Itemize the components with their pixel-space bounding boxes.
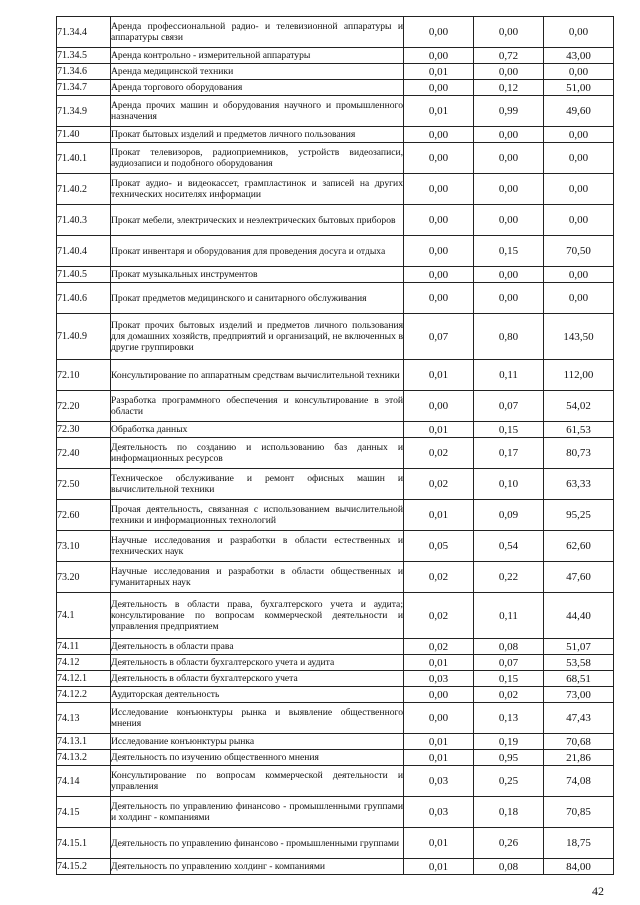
- row-value-2: 0,00: [474, 17, 544, 48]
- row-name: Консультирование по вопросам коммерческой деятельности и управления: [111, 766, 404, 797]
- row-value-1: 0,00: [404, 687, 474, 703]
- row-value-3: 0,00: [544, 127, 614, 143]
- row-value-2: 0,10: [474, 469, 544, 500]
- table-row: [57, 314, 614, 360]
- table-row: [57, 655, 614, 671]
- row-value-1: 0,00: [404, 391, 474, 422]
- row-name: Аренда прочих машин и оборудования научного и промышленного назначения: [111, 96, 404, 127]
- row-value-2: 0,80: [474, 314, 544, 360]
- table-row: [57, 766, 614, 797]
- row-value-2: 0,02: [474, 687, 544, 703]
- row-code: 73.10: [57, 531, 111, 562]
- row-name: Деятельность в области права: [111, 639, 404, 655]
- row-value-1: 0,01: [404, 859, 474, 875]
- row-code: 74.15.2: [57, 859, 111, 875]
- table-row: [57, 48, 614, 64]
- row-code: 71.34.4: [57, 17, 111, 48]
- row-value-3: 84,00: [544, 859, 614, 875]
- row-value-2: 0,08: [474, 639, 544, 655]
- row-value-3: 0,00: [544, 283, 614, 314]
- table-row: [57, 593, 614, 639]
- row-code: 72.20: [57, 391, 111, 422]
- row-code: 71.40.2: [57, 174, 111, 205]
- table-row: [57, 360, 614, 391]
- row-code: 71.34.9: [57, 96, 111, 127]
- table-row: [57, 236, 614, 267]
- row-value-2: 0,26: [474, 828, 544, 859]
- row-value-1: 0,00: [404, 174, 474, 205]
- row-code: 71.40.3: [57, 205, 111, 236]
- row-code: 71.40.4: [57, 236, 111, 267]
- row-value-3: 43,00: [544, 48, 614, 64]
- page-number: 42: [592, 884, 604, 898]
- row-code: 73.20: [57, 562, 111, 593]
- row-code: 74.1: [57, 593, 111, 639]
- row-value-3: 143,50: [544, 314, 614, 360]
- table-row: [57, 469, 614, 500]
- row-name: Аудиторская деятельность: [111, 687, 404, 703]
- row-value-3: 49,60: [544, 96, 614, 127]
- row-value-1: 0,05: [404, 531, 474, 562]
- row-code: 72.10: [57, 360, 111, 391]
- row-code: 74.11: [57, 639, 111, 655]
- row-code: 74.12: [57, 655, 111, 671]
- row-value-3: 80,73: [544, 438, 614, 469]
- row-value-1: 0,01: [404, 750, 474, 766]
- table-row: [57, 64, 614, 80]
- row-name: Прокат инвентаря и оборудования для проведения досуга и отдыха: [111, 236, 404, 267]
- row-value-1: 0,03: [404, 766, 474, 797]
- row-code: 74.13: [57, 703, 111, 734]
- row-value-1: 0,00: [404, 703, 474, 734]
- row-code: 72.60: [57, 500, 111, 531]
- row-value-3: 70,50: [544, 236, 614, 267]
- row-value-3: 0,00: [544, 64, 614, 80]
- row-value-1: 0,07: [404, 314, 474, 360]
- row-value-1: 0,00: [404, 48, 474, 64]
- table-row: [57, 267, 614, 283]
- row-value-1: 0,01: [404, 655, 474, 671]
- table-row: [57, 639, 614, 655]
- row-name: Техническое обслуживание и ремонт офисных машин и вычислительной техники: [111, 469, 404, 500]
- row-value-3: 70,68: [544, 734, 614, 750]
- row-value-2: 0,00: [474, 64, 544, 80]
- row-value-1: 0,00: [404, 17, 474, 48]
- row-name: Деятельность по управлению финансово - промышленными группами: [111, 828, 404, 859]
- row-value-2: 0,00: [474, 174, 544, 205]
- row-code: 71.40.9: [57, 314, 111, 360]
- row-value-2: 0,95: [474, 750, 544, 766]
- table-row: [57, 205, 614, 236]
- row-code: 74.14: [57, 766, 111, 797]
- row-value-3: 61,53: [544, 422, 614, 438]
- row-value-1: 0,01: [404, 500, 474, 531]
- table-row: [57, 828, 614, 859]
- row-value-3: 51,00: [544, 80, 614, 96]
- row-name: Деятельность в области права, бухгалтерского учета и аудита; консультирование по вопросам коммерческой деятельности и управления предприятием: [111, 593, 404, 639]
- row-value-2: 0,07: [474, 391, 544, 422]
- row-code: 74.13.2: [57, 750, 111, 766]
- table-row: [57, 391, 614, 422]
- table-row: [57, 703, 614, 734]
- row-value-2: 0,09: [474, 500, 544, 531]
- row-value-3: 0,00: [544, 17, 614, 48]
- row-value-1: 0,00: [404, 283, 474, 314]
- row-code: 71.34.5: [57, 48, 111, 64]
- row-code: 74.15: [57, 797, 111, 828]
- row-value-2: 0,11: [474, 593, 544, 639]
- row-value-1: 0,02: [404, 562, 474, 593]
- table-row: [57, 500, 614, 531]
- row-value-2: 0,54: [474, 531, 544, 562]
- row-value-3: 51,07: [544, 639, 614, 655]
- row-code: 71.34.6: [57, 64, 111, 80]
- row-value-3: 44,40: [544, 593, 614, 639]
- row-value-2: 0,08: [474, 859, 544, 875]
- row-value-1: 0,00: [404, 143, 474, 174]
- row-value-2: 0,00: [474, 143, 544, 174]
- row-name: Деятельность в области бухгалтерского учета: [111, 671, 404, 687]
- row-name: Научные исследования и разработки в области естественных и технических наук: [111, 531, 404, 562]
- row-code: 74.13.1: [57, 734, 111, 750]
- row-value-1: 0,01: [404, 422, 474, 438]
- table-row: [57, 859, 614, 875]
- data-table: [56, 16, 614, 875]
- table-row: [57, 797, 614, 828]
- row-name: Деятельность по управлению холдинг - компаниями: [111, 859, 404, 875]
- row-code: 71.34.7: [57, 80, 111, 96]
- row-code: 71.40.1: [57, 143, 111, 174]
- row-name: Прокат предметов медицинского и санитарного обслуживания: [111, 283, 404, 314]
- row-value-3: 62,60: [544, 531, 614, 562]
- row-value-3: 74,08: [544, 766, 614, 797]
- row-code: 74.12.2: [57, 687, 111, 703]
- row-value-2: 0,12: [474, 80, 544, 96]
- row-code: 72.50: [57, 469, 111, 500]
- row-value-3: 21,86: [544, 750, 614, 766]
- row-value-3: 47,43: [544, 703, 614, 734]
- row-value-3: 0,00: [544, 143, 614, 174]
- row-value-2: 0,07: [474, 655, 544, 671]
- row-name: Аренда профессиональной радио- и телевизионной аппаратуры и аппаратуры связи: [111, 17, 404, 48]
- row-code: 72.30: [57, 422, 111, 438]
- row-name: Научные исследования и разработки в области общественных и гуманитарных наук: [111, 562, 404, 593]
- table-row: [57, 174, 614, 205]
- row-code: 71.40.5: [57, 267, 111, 283]
- row-name: Прокат телевизоров, радиоприемников, устройств видеозаписи, аудиозаписи и подобного оборудования: [111, 143, 404, 174]
- row-value-3: 54,02: [544, 391, 614, 422]
- table-row: [57, 96, 614, 127]
- row-value-3: 95,25: [544, 500, 614, 531]
- table-row: [57, 687, 614, 703]
- table-row: [57, 143, 614, 174]
- row-name: Прокат аудио- и видеокассет, грампластинок и записей на других технических носителях информации: [111, 174, 404, 205]
- row-name: Прокат мебели, электрических и неэлектрических бытовых приборов: [111, 205, 404, 236]
- row-code: 71.40: [57, 127, 111, 143]
- row-value-3: 0,00: [544, 205, 614, 236]
- row-name: Деятельность по изучению общественного мнения: [111, 750, 404, 766]
- row-value-3: 70,85: [544, 797, 614, 828]
- table-body: [57, 17, 614, 875]
- row-value-1: 0,02: [404, 639, 474, 655]
- row-value-2: 0,15: [474, 422, 544, 438]
- table-row: [57, 438, 614, 469]
- row-value-2: 0,18: [474, 797, 544, 828]
- row-code: 74.12.1: [57, 671, 111, 687]
- row-value-3: 18,75: [544, 828, 614, 859]
- row-name: Прокат музыкальных инструментов: [111, 267, 404, 283]
- row-value-2: 0,72: [474, 48, 544, 64]
- row-value-1: 0,00: [404, 267, 474, 283]
- row-name: Деятельность в области бухгалтерского учета и аудита: [111, 655, 404, 671]
- row-value-1: 0,01: [404, 96, 474, 127]
- row-value-3: 73,00: [544, 687, 614, 703]
- row-value-1: 0,03: [404, 671, 474, 687]
- row-value-1: 0,01: [404, 360, 474, 391]
- row-value-2: 0,15: [474, 671, 544, 687]
- table-row: [57, 531, 614, 562]
- row-value-1: 0,00: [404, 127, 474, 143]
- row-name: Прокат бытовых изделий и предметов личного пользования: [111, 127, 404, 143]
- row-value-2: 0,00: [474, 127, 544, 143]
- row-value-3: 68,51: [544, 671, 614, 687]
- table-row: [57, 80, 614, 96]
- table-row: [57, 283, 614, 314]
- row-value-2: 0,15: [474, 236, 544, 267]
- row-code: 71.40.6: [57, 283, 111, 314]
- row-value-3: 0,00: [544, 174, 614, 205]
- row-value-3: 47,60: [544, 562, 614, 593]
- row-name: Аренда контрольно - измерительной аппаратуры: [111, 48, 404, 64]
- row-value-2: 0,19: [474, 734, 544, 750]
- row-value-2: 0,17: [474, 438, 544, 469]
- row-value-1: 0,01: [404, 64, 474, 80]
- row-value-1: 0,02: [404, 469, 474, 500]
- row-name: Прокат прочих бытовых изделий и предметов личного пользования для домашних хозяйств, предприятий и организаций, не включенных в другие группировки: [111, 314, 404, 360]
- row-value-3: 53,58: [544, 655, 614, 671]
- row-name: Аренда торгового оборудования: [111, 80, 404, 96]
- row-value-3: 0,00: [544, 267, 614, 283]
- row-value-1: 0,00: [404, 236, 474, 267]
- table-row: [57, 562, 614, 593]
- row-value-1: 0,01: [404, 828, 474, 859]
- row-name: Прочая деятельность, связанная с использованием вычислительной техники и информационных технологий: [111, 500, 404, 531]
- row-value-2: 0,00: [474, 267, 544, 283]
- row-value-1: 0,02: [404, 593, 474, 639]
- row-code: 74.15.1: [57, 828, 111, 859]
- row-value-1: 0,02: [404, 438, 474, 469]
- row-name: Исследование конъюнктуры рынка: [111, 734, 404, 750]
- row-value-2: 0,11: [474, 360, 544, 391]
- row-value-3: 112,00: [544, 360, 614, 391]
- row-value-1: 0,00: [404, 205, 474, 236]
- table-row: [57, 422, 614, 438]
- row-value-1: 0,00: [404, 80, 474, 96]
- row-value-3: 63,33: [544, 469, 614, 500]
- table-row: [57, 671, 614, 687]
- row-name: Аренда медицинской техники: [111, 64, 404, 80]
- row-name: Разработка программного обеспечения и консультирование в этой области: [111, 391, 404, 422]
- row-name: Деятельность по управлению финансово - промышленными группами и холдинг - компаниями: [111, 797, 404, 828]
- table-row: [57, 750, 614, 766]
- row-value-2: 0,13: [474, 703, 544, 734]
- row-name: Обработка данных: [111, 422, 404, 438]
- row-value-2: 0,25: [474, 766, 544, 797]
- row-code: 72.40: [57, 438, 111, 469]
- row-value-2: 0,99: [474, 96, 544, 127]
- row-value-2: 0,00: [474, 205, 544, 236]
- row-value-2: 0,22: [474, 562, 544, 593]
- table-row: [57, 17, 614, 48]
- row-value-1: 0,01: [404, 734, 474, 750]
- table-row: [57, 734, 614, 750]
- row-name: Исследование конъюнктуры рынка и выявление общественного мнения: [111, 703, 404, 734]
- row-name: Деятельность по созданию и использованию баз данных и информационных ресурсов: [111, 438, 404, 469]
- row-name: Консультирование по аппаратным средствам вычислительной техники: [111, 360, 404, 391]
- row-value-1: 0,03: [404, 797, 474, 828]
- table-row: [57, 127, 614, 143]
- row-value-2: 0,00: [474, 283, 544, 314]
